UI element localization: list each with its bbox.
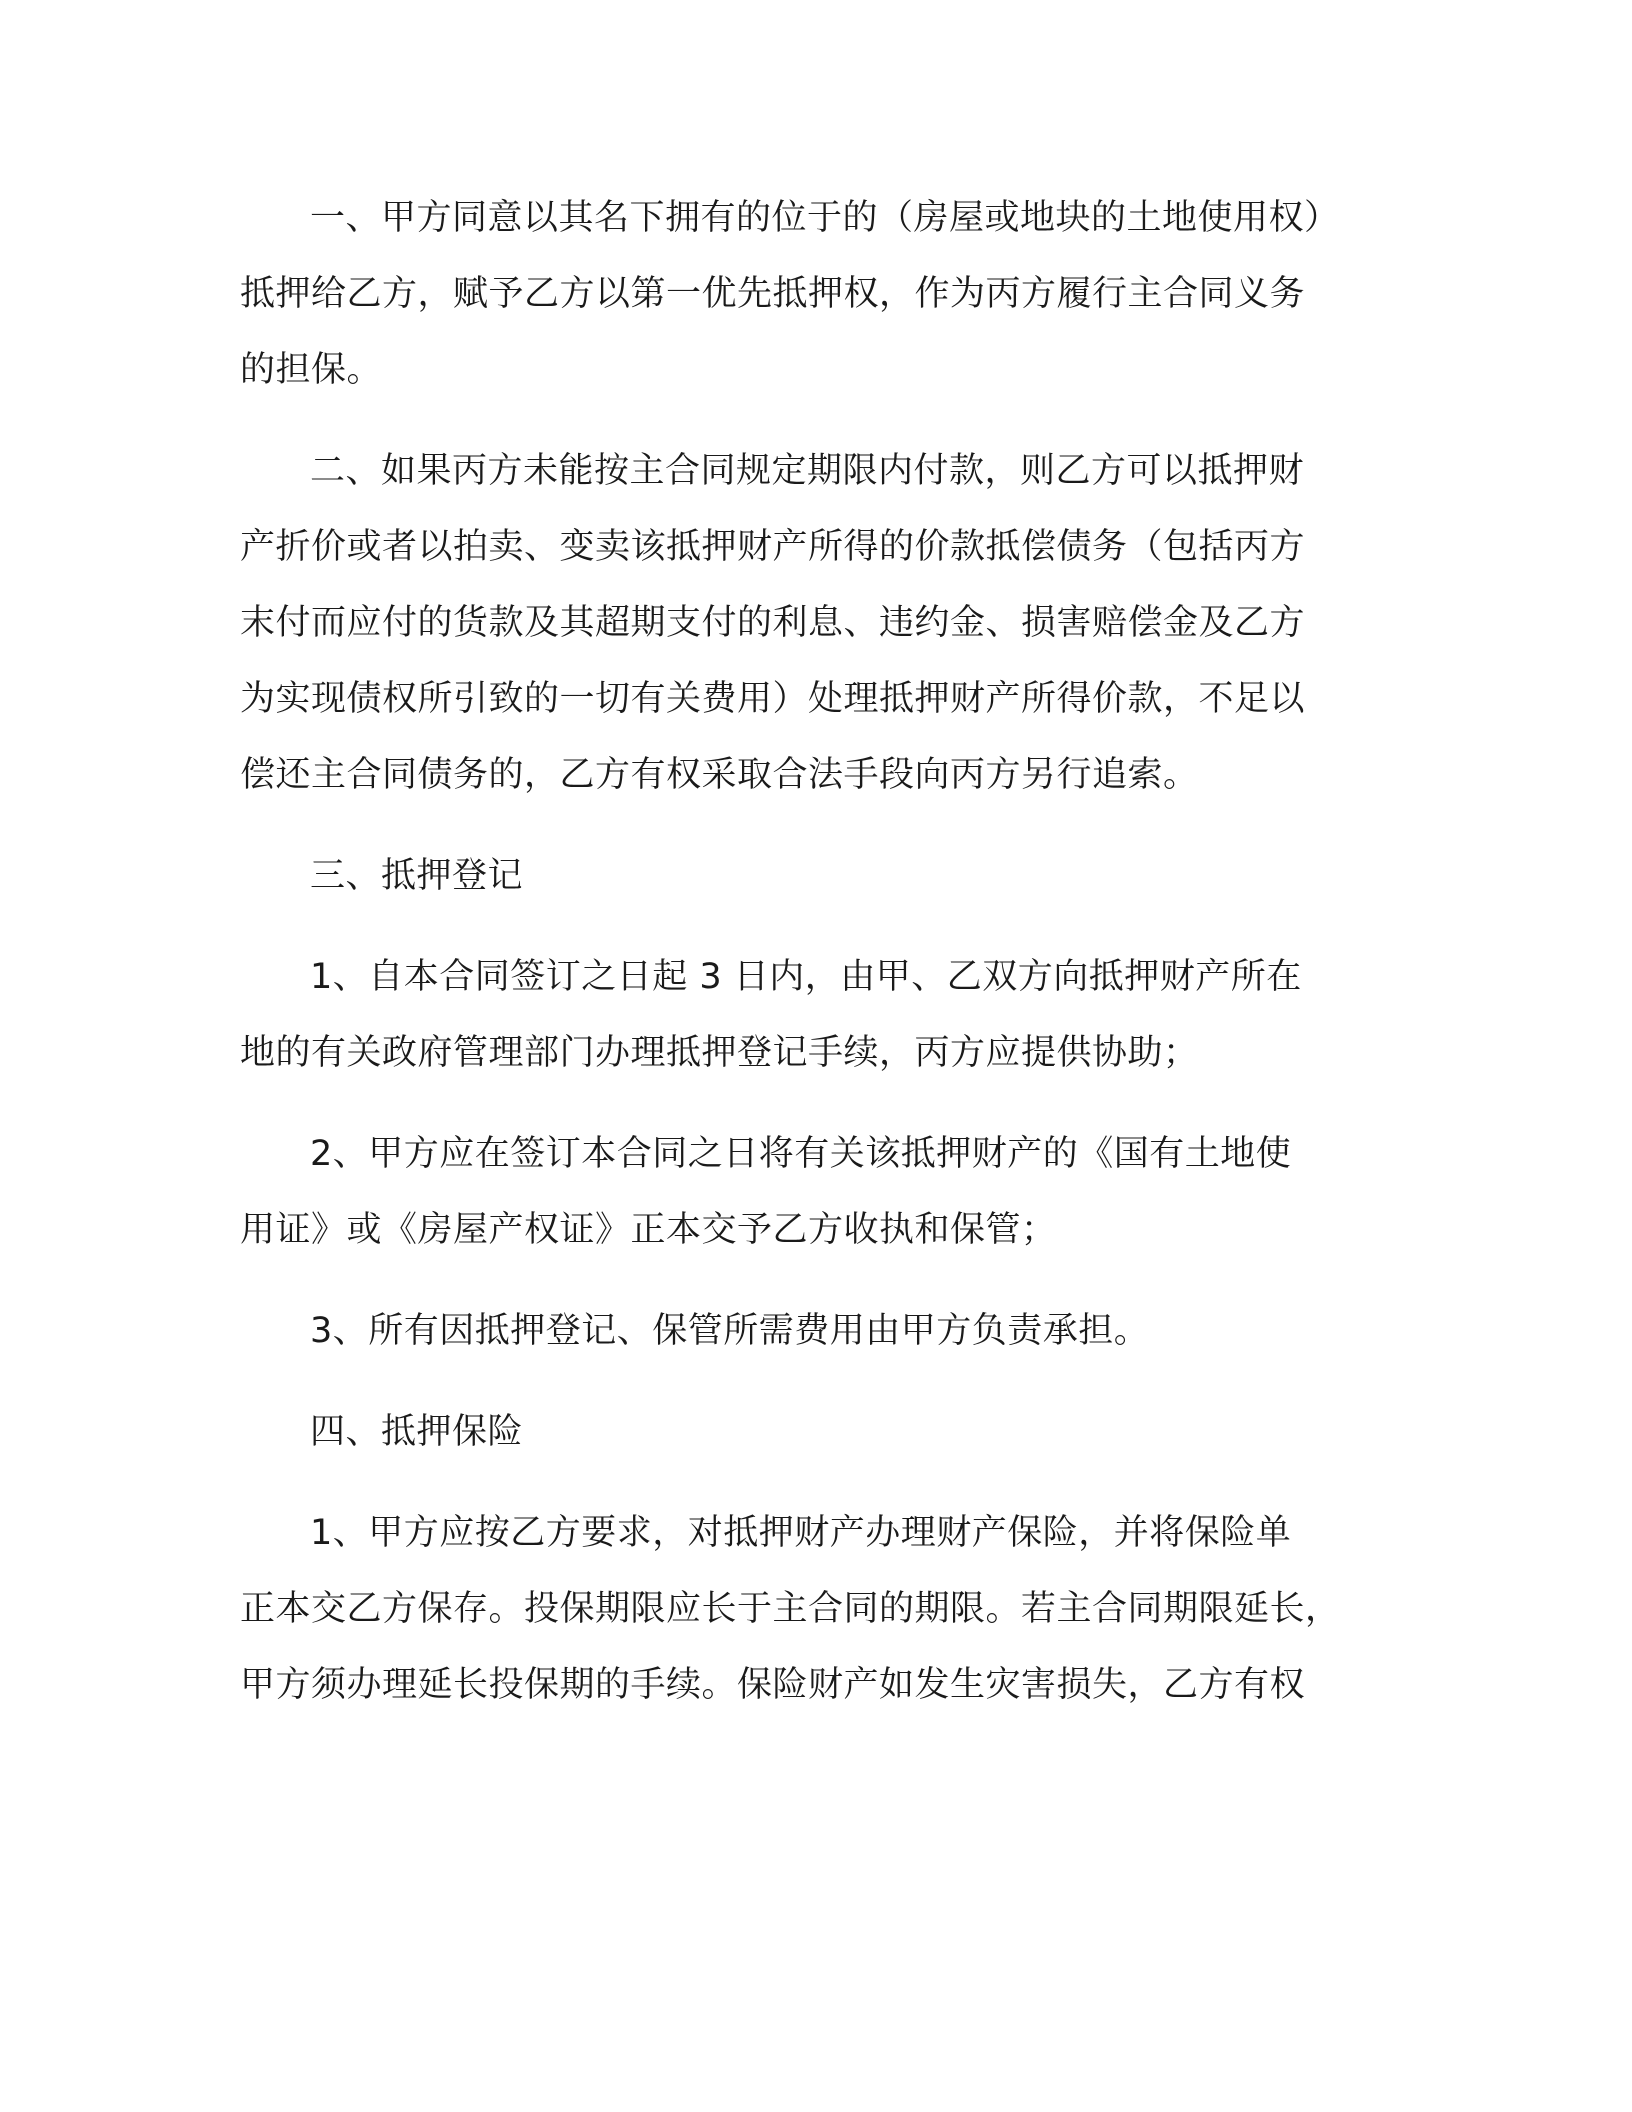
text-line: 用证》或《房屋产权证》正本交予乙方收执和保管；: [240, 1210, 1057, 1250]
registration-item-1: [240, 939, 1380, 1091]
text-line: 三、抵押登记: [310, 856, 524, 896]
registration-item-3: [240, 1293, 1380, 1369]
text-line: 2、甲方应在签订本合同之日将有关该抵押财产的《国有土地使: [310, 1134, 1292, 1174]
text-line: 为实现债权所引致的一切有关费用）处理抵押财产所得价款，不足以: [240, 679, 1306, 719]
text-line: 二、如果丙方未能按主合同规定期限内付款，则乙方可以抵押财: [310, 451, 1305, 491]
document-body: [240, 180, 1380, 1748]
text-line: 1、自本合同签订之日起 3 日内，由甲、乙双方向抵押财产所在: [310, 957, 1302, 997]
clause-2-paragraph: [240, 433, 1380, 813]
text-line: 四、抵押保险: [310, 1412, 524, 1452]
text-line: 一、甲方同意以其名下拥有的位于的（房屋或地块的土地使用权）: [310, 198, 1340, 238]
text-line: 产折价或者以拍卖、变卖该抵押财产所得的价款抵偿债务（包括丙方: [240, 527, 1306, 567]
text-line: 1、甲方应按乙方要求，对抵押财产办理财产保险，并将保险单: [310, 1513, 1292, 1553]
text-line: 甲方须办理延长投保期的手续。保险财产如发生灾害损失，乙方有权: [240, 1665, 1306, 1705]
section-heading-registration: [240, 838, 1380, 914]
section-heading-insurance: [240, 1394, 1380, 1470]
text-line: 末付而应付的货款及其超期支付的利息、违约金、损害赔偿金及乙方: [240, 603, 1306, 643]
text-line: 3、所有因抵押登记、保管所需费用由甲方负责承担。: [310, 1311, 1150, 1351]
text-line: 正本交乙方保存。投保期限应长于主合同的期限。若主合同期限延长，: [240, 1589, 1341, 1629]
text-line: 地的有关政府管理部门办理抵押登记手续，丙方应提供协助；: [240, 1033, 1199, 1073]
text-line: 的担保。: [240, 350, 383, 390]
text-line: 抵押给乙方，赋予乙方以第一优先抵押权，作为丙方履行主合同义务: [240, 274, 1306, 314]
insurance-item-1: [240, 1495, 1380, 1723]
registration-item-2: [240, 1116, 1380, 1268]
clause-1-paragraph: [240, 180, 1380, 408]
text-line: 偿还主合同债务的，乙方有权采取合法手段向丙方另行追索。: [240, 755, 1199, 795]
